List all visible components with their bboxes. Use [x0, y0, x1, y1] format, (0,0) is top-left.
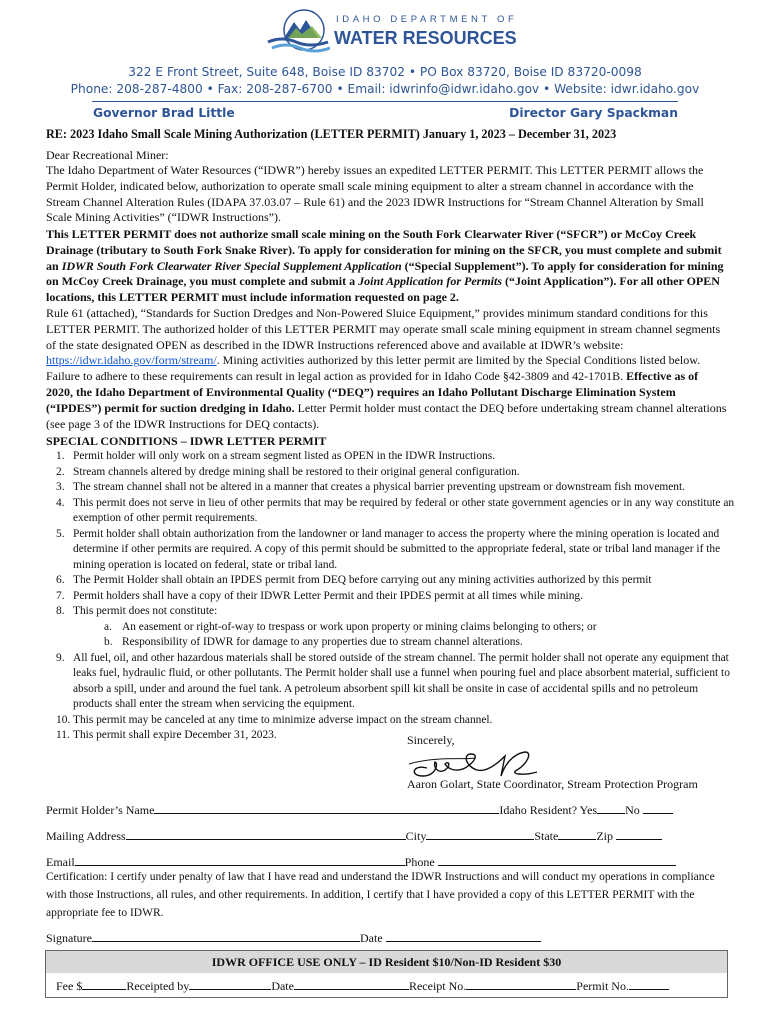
- condition-item: [46, 480, 736, 496]
- condition-text: The Permit Holder shall obtain an IPDES permit from DEQ before carrying out any mining activities authorized by this permit: [73, 574, 652, 586]
- phone-field[interactable]: [438, 854, 676, 866]
- city-field[interactable]: [426, 828, 534, 840]
- office-use-fields: Fee $ Receipted by Date Receipt No. Permit No.: [56, 978, 669, 994]
- idwr-stream-link[interactable]: https://idwr.idaho.gov/form/stream/: [46, 353, 217, 368]
- condition-item: [46, 589, 736, 605]
- office-use-title: IDWR OFFICE USE ONLY – ID Resident $10/Non-ID Resident $30: [46, 951, 727, 973]
- subject-line: RE: 2023 Idaho Small Scale Mining Authorization (LETTER PERMIT) January 1, 2023 – December 31, 2023: [46, 127, 617, 141]
- resident-yes-field[interactable]: [597, 802, 625, 814]
- signature-field[interactable]: [92, 930, 360, 942]
- condition-number: 10.: [56, 713, 71, 726]
- header-contact: Phone: 208-287-4800 • Fax: 208-287-6700 • Email: idwrinfo@idwr.idaho.gov • Website: idwr.idaho.gov: [70, 82, 700, 96]
- closing: Sincerely,: [407, 733, 455, 747]
- condition-number: 6.: [56, 574, 65, 586]
- condition-item: [46, 713, 736, 729]
- receipt-no-field[interactable]: [466, 978, 576, 990]
- condition-number: 2.: [56, 465, 65, 478]
- condition-number: 11.: [56, 729, 70, 741]
- condition-text: Stream channels altered by dredge mining shall be restored to their original general configuration.: [73, 465, 520, 478]
- conditions-list: [46, 449, 736, 744]
- salutation: Dear Recreational Miner:: [46, 148, 169, 162]
- condition-number: 9.: [56, 651, 65, 664]
- condition-number: 8.: [56, 605, 65, 617]
- condition-number: a.: [104, 620, 112, 633]
- signature-date-field[interactable]: [386, 930, 541, 942]
- condition-text: This permit does not constitute:: [73, 605, 218, 617]
- director-name: Director Gary Spackman: [509, 106, 678, 120]
- mailing-row: Mailing Address City State Zip: [46, 828, 662, 844]
- receipted-by-field[interactable]: [189, 978, 271, 990]
- condition-item: [46, 651, 736, 713]
- logo-subtitle: IDAHO DEPARTMENT OF: [336, 14, 518, 25]
- fee-field[interactable]: [82, 978, 126, 990]
- condition-item: [46, 527, 736, 574]
- restriction-paragraph: This LETTER PERMIT does not authorize small scale mining on the South Fork Clearwater River (“SFCR”) or McCoy Creek Drainage (tributary to South Fork Snake River). To apply for consideration for mining on the SFCR, you must complete and submit an IDWR South Fork Clearwater River Special Supplement Application (“Special Supplement”). To apply for consideration for mining on McCoy Creek Drainage, you must complete and submit a Joint Application for Permits (“Joint Application”). For all other OPEN locations, this LETTER PERMIT must include information requested on page 2.: [46, 227, 724, 305]
- office-date-field[interactable]: [294, 978, 409, 990]
- intro-paragraph: The Idaho Department of Water Resources (“IDWR”) hereby issues an expedited LETTER PERMIT. This LETTER PERMIT allows the Permit Holder, indicated below, authorization to operate small scale mining equipment to alter a stream channel in accordance with the Stream Channel Alteration Rules (IDAPA 37.03.07 – Rule 61) and the 2023 IDWR Instructions for “Stream Channel Alteration by Small Scale Mining Activities” (“IDWR Instructions”).: [46, 163, 704, 225]
- condition-item: [46, 728, 736, 744]
- governor-name: Governor Brad Little: [93, 106, 235, 120]
- sub-condition-item: [46, 635, 736, 651]
- header-address: 322 E Front Street, Suite 648, Boise ID 83702 • PO Box 83720, Boise ID 83720-0098: [128, 65, 642, 79]
- condition-number: 5.: [56, 527, 65, 540]
- condition-text: Permit holders shall have a copy of their IDWR Letter Permit and their IPDES permit at all times while mining.: [73, 589, 583, 602]
- condition-text: Permit holder shall obtain authorization from the landowner or land manager to access the property where the mining operation is located and determine if other permits are required. A copy of this permit should be submitted to the appropriate federal, state or tribal land manager if the mining operation is located on federal, state or tribal land.: [73, 527, 721, 571]
- condition-text: This permit shall expire December 31, 2023.: [73, 729, 277, 741]
- holder-row: Permit Holder’s Name Idaho Resident? Yes No: [46, 802, 673, 818]
- header-divider: [92, 101, 678, 102]
- condition-item: [46, 573, 736, 589]
- idwr-logo: [266, 8, 518, 56]
- office-use-box: [45, 950, 728, 998]
- condition-item: [46, 465, 736, 481]
- condition-text: All fuel, oil, and other hazardous materials shall be stored outside of the stream channel. The permit holder shall not operate any equipment that leaks fuel, hydraulic fluid, or other pollutants. The Permit holder shall use a funnel when pouring fuel and place absorbent material, sufficient to absorb a spill, under and around the fuel tank. A petroleum absorbent spill kit shall be onsite in case of accidental spills and no petroleum products shall enter the stream when servicing the equipment.: [73, 651, 730, 710]
- condition-item: [46, 604, 736, 620]
- permit-no-field[interactable]: [629, 978, 669, 990]
- condition-text: The stream channel shall not be altered in a manner that creates a physical barrier preventing upstream or downstream fish movement.: [73, 481, 686, 493]
- email-field[interactable]: [75, 854, 405, 866]
- state-field[interactable]: [558, 828, 596, 840]
- conditions-title: SPECIAL CONDITIONS – IDWR LETTER PERMIT: [46, 434, 327, 448]
- condition-number: b.: [104, 636, 113, 648]
- certification-text: Certification: I certify under penalty of law that I have read and understand the IDWR Instructions and will conduct my operations in compliance with those Instructions, all rules, and other requirements. In addition, I certify that I have provided a copy of this LETTER PERMIT with the appropriate fee to IDWR.: [46, 871, 715, 919]
- condition-number: 7.: [56, 589, 65, 602]
- condition-number: 3.: [56, 481, 65, 493]
- logo-title: WATER RESOURCES: [334, 28, 517, 48]
- signer-name: Aaron Golart, State Coordinator, Stream Protection Program: [407, 777, 698, 791]
- mailing-address-field[interactable]: [126, 828, 406, 840]
- condition-item: [46, 449, 736, 465]
- sub-condition-item: [46, 620, 736, 636]
- condition-text: This permit may be canceled at any time to minimize adverse impact on the stream channel.: [73, 713, 493, 726]
- condition-number: 1.: [56, 450, 65, 462]
- condition-text: Responsibility of IDWR for damage to any properties due to stream channel alterations.: [122, 636, 523, 648]
- email-row: Email Phone: [46, 854, 676, 870]
- condition-number: 4.: [56, 496, 65, 509]
- resident-no-field[interactable]: [643, 802, 673, 814]
- mountain-logo-icon: [266, 8, 330, 56]
- condition-item: [46, 496, 736, 527]
- signature-row: Signature Date: [46, 930, 541, 946]
- rule-paragraph: Rule 61 (attached), “Standards for Suction Dredges and Non-Powered Sluice Equipment,” provides minimum standard conditions for this LETTER PERMIT. The authorized holder of this LETTER PERMIT may operate small scale mining equipment in stream channel segments of the state designated OPEN as described in the IDWR Instructions referenced above and available at IDWR’s website: https://idwr.idaho.gov/form/stream/. Mining activities authorized by this letter permit are limited by the Special Conditions listed below. Failure to adhere to these requirements can result in legal action as provided for in Idaho Code §42-3809 and 42-1701B. Effective as of 2020, the Idaho Department of Environmental Quality (“DEQ”) requires an Idaho Pollutant Discharge Elimination System (“IPDES”) permit for suction dredging in Idaho. Letter Permit holder must contact the DEQ before undertaking stream channel alterations (see page 3 of the IDWR Instructions for DEQ contacts).: [46, 306, 727, 431]
- condition-text: Permit holder will only work on a stream segment listed as OPEN in the IDWR Instructions.: [73, 450, 496, 462]
- condition-text: An easement or right-of-way to trespass or work upon property or mining claims belonging to others; or: [122, 620, 597, 633]
- holder-name-field[interactable]: [154, 802, 499, 814]
- zip-field[interactable]: [616, 828, 662, 840]
- condition-text: This permit does not serve in lieu of other permits that may be required by federal or other state government agencies or in any way constitute an exemption of other permit requirements.: [73, 496, 735, 524]
